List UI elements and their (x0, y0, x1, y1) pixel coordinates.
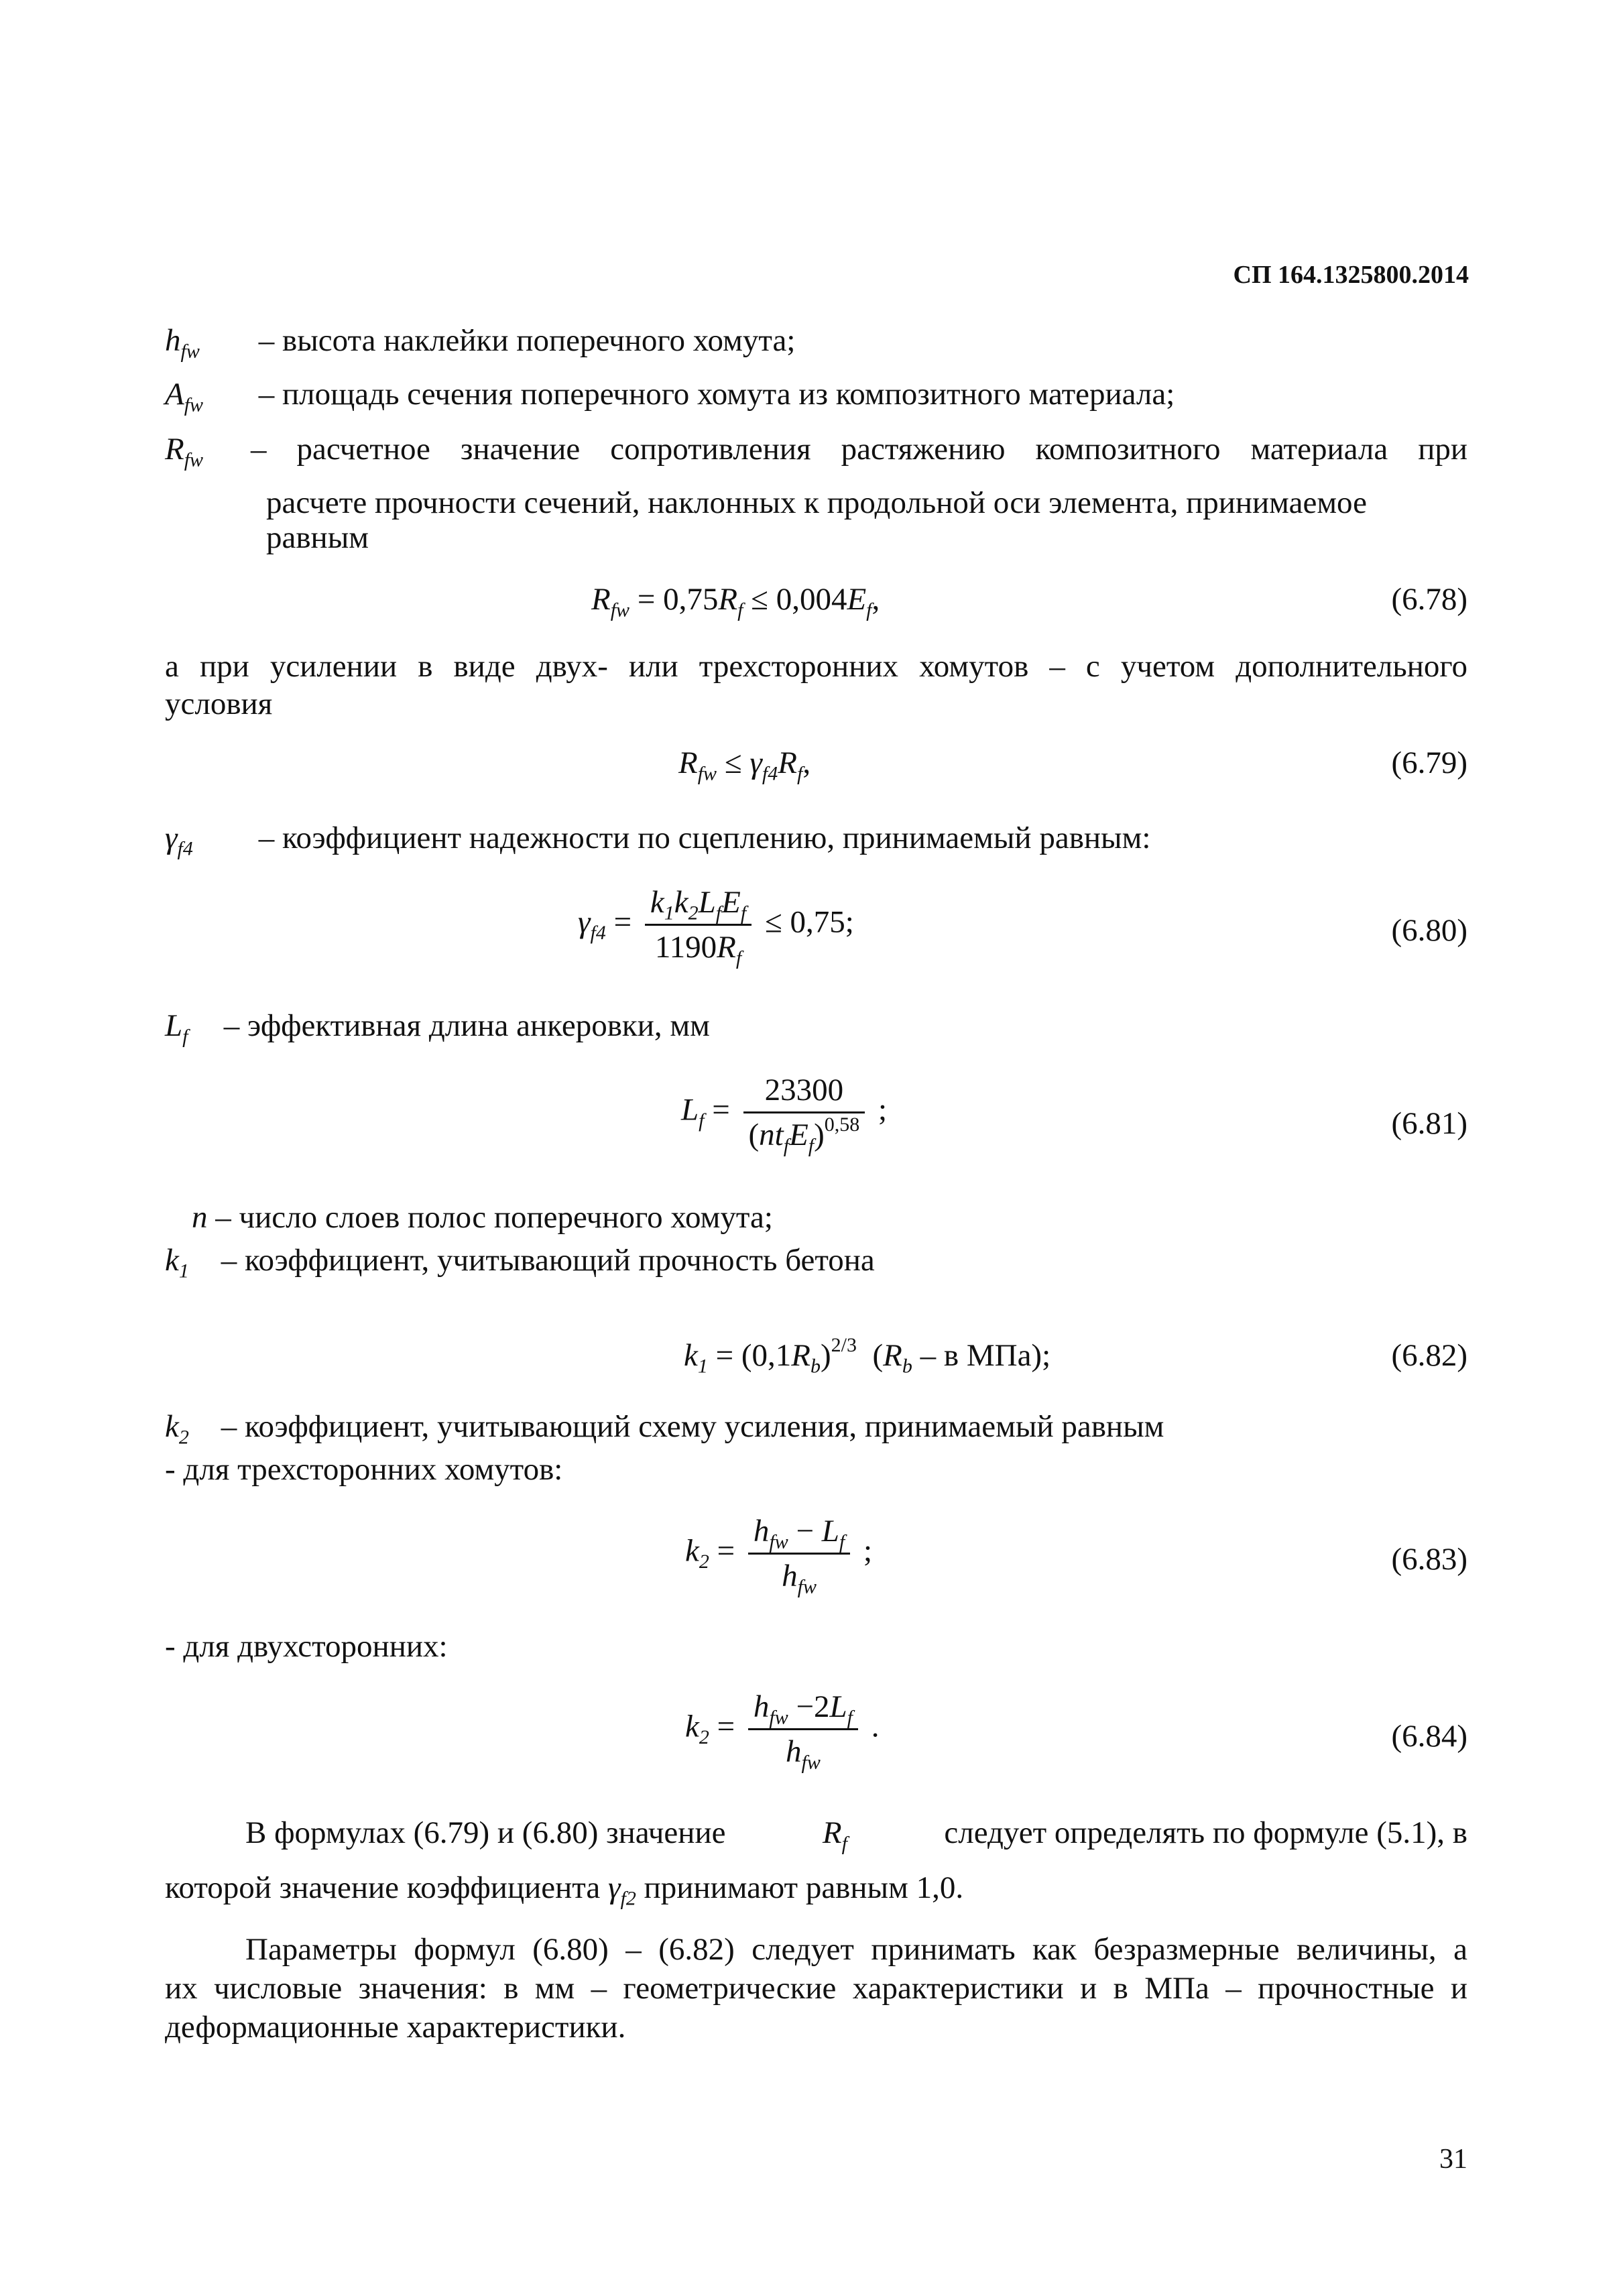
formula-6-81: $L_f$ = $\frac{23300}{(nt_fE_f)^{0,58}}$ ; (681, 1073, 888, 1157)
symbol-k1: $k_1$ (165, 1243, 189, 1282)
formula-6-80: $\gamma_{f4}$ = $\frac{k_1k_2L_fE_f}{1190R_f}$ ≤ 0,75; (578, 885, 854, 969)
equation-number: (6.83) (1391, 1542, 1467, 1577)
definition-l-f (165, 1007, 710, 1048)
page-number: 31 (1439, 2144, 1467, 2175)
equation-number: (6.81) (1391, 1106, 1467, 1141)
paragraph-text: условия (165, 686, 273, 721)
case-three-sided: - для трехсторонних хомутов: (165, 1452, 563, 1487)
definition-text: – эффективная длина анкеровки, мм (223, 1008, 710, 1043)
equation-number: (6.78) (1391, 582, 1467, 617)
definition-k1 (165, 1242, 875, 1282)
definition-text-cont: равным (266, 520, 369, 555)
definition-h-fw (165, 322, 796, 363)
definition-text: – высота наклейки поперечного хомута; (258, 323, 796, 358)
paragraph-text: Параметры формул (6.80) – (6.82) следует принимать как безразмерные величины, а (245, 1932, 1467, 1967)
paragraph-text: их числовые значения: в мм – геометрические характеристики и в МПа – прочностные и (165, 1971, 1467, 2006)
symbol-l-f: $L_f$ (165, 1008, 188, 1048)
definition-a-fw (165, 375, 1175, 416)
definition-n (192, 1199, 773, 1236)
equation-number: (6.79) (1391, 745, 1467, 780)
symbol-r-fw: $R_{fw}$ (165, 432, 204, 471)
definition-gamma-f4 (165, 819, 1151, 860)
symbol-h-fw: $h_{fw}$ (165, 323, 200, 363)
document-code: СП 164.1325800.2014 (1233, 261, 1469, 289)
formula-6-82: $k_1 = (0,1R_b)^{2/3}$ ($R_b$ – в МПа); (684, 1334, 1051, 1378)
definition-text: – расчетное значение сопротивления растяжению композитного материала при (251, 432, 1467, 467)
paragraph-line (165, 1869, 964, 1910)
symbol-gamma-f2: $\gamma_{f2}$ (608, 1870, 636, 1910)
paragraph-text: деформационные характеристики. (165, 2010, 626, 2045)
symbol-r-f: $R_f$ (822, 1815, 847, 1855)
paragraph-line (245, 1814, 1467, 1855)
equation-number: (6.84) (1391, 1719, 1467, 1754)
definition-text-cont: расчете прочности сечений, наклонных к продольной оси элемента, принимаемое (266, 485, 1367, 520)
definition-text: – площадь сечения поперечного хомута из композитного материала; (258, 377, 1175, 412)
definition-k2 (165, 1408, 1164, 1449)
definition-text: – коэффициент надежности по сцеплению, принимаемый равным: (258, 821, 1151, 855)
formula-6-79: $R_{fw} \le \gamma_{f4}R_f$, (678, 745, 811, 785)
definition-text: – коэффициент, учитывающий прочность бетона (221, 1243, 875, 1278)
symbol-n: n (192, 1200, 208, 1235)
symbol-k2: $k_2$ (165, 1409, 189, 1449)
paragraph-text: В формулах (6.79) и (6.80) значение (245, 1815, 726, 1850)
formula-6-84: $k_2$ = $\frac{h_{fw} -2L_f}{h_{fw}}$ . (685, 1689, 880, 1774)
paragraph-text: следует определять по формуле (5.1), в (944, 1815, 1467, 1850)
paragraph-text: принимают равным 1,0. (644, 1870, 964, 1905)
definition-text: – коэффициент, учитывающий схему усиления, принимаемый равным (221, 1409, 1164, 1444)
paragraph-text: а при усилении в виде двух- или трехсторонних хомутов – с учетом дополнительного (165, 649, 1467, 684)
definition-r-fw (165, 430, 1467, 471)
equation-number: (6.80) (1391, 913, 1467, 948)
formula-6-83: $k_2$ = $\frac{h_{fw} - L_f}{h_{fw}}$ ; (685, 1514, 873, 1598)
definition-text: – число слоев полос поперечного хомута; (215, 1200, 773, 1235)
symbol-a-fw: $A_{fw}$ (165, 377, 204, 416)
equation-number: (6.82) (1391, 1338, 1467, 1373)
case-two-sided: - для двухсторонних: (165, 1629, 448, 1664)
formula-6-78: $R_{fw} = 0,75R_f \le 0,004E_f$, (591, 582, 880, 621)
paragraph-text: которой значение коэффициента (165, 1870, 601, 1905)
symbol-gamma-f4: $\gamma_{f4}$ (165, 821, 193, 860)
